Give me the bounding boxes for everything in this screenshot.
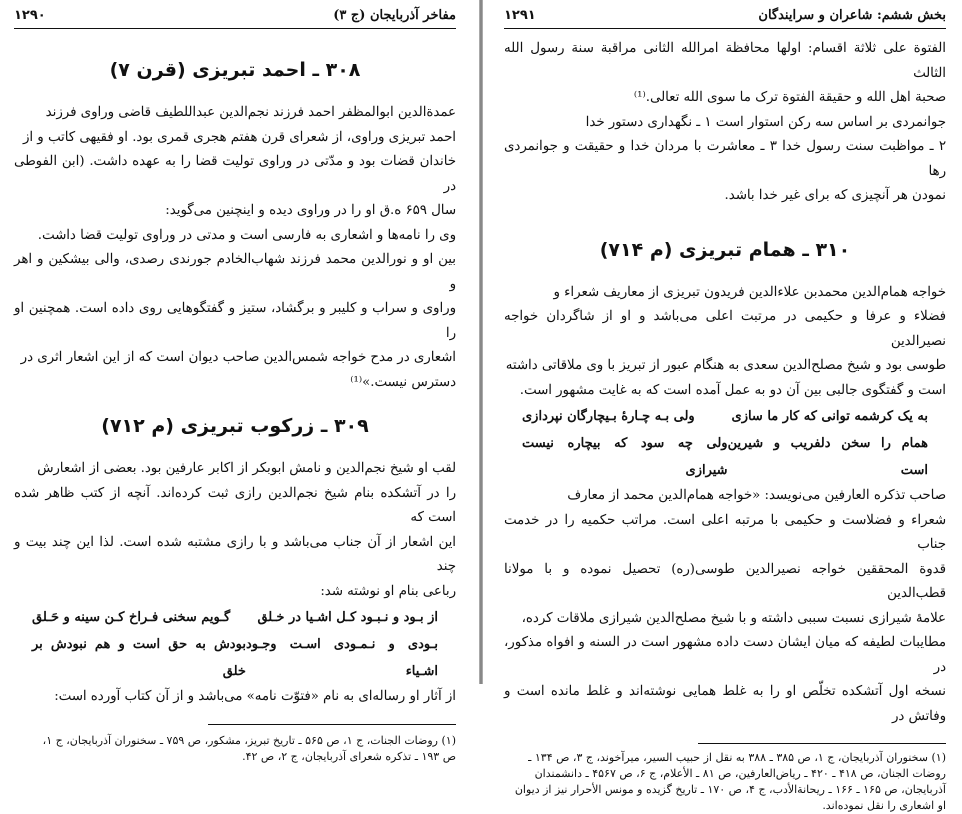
text-line: لقب او شیخ نجم‌الدین و نامش ابوبکر از اکابر عارفین بود. بعضی از اشعارش xyxy=(37,461,456,476)
verse-line xyxy=(504,403,946,430)
hemistich-left: بودش به حق است و هم نبودش بر خلق xyxy=(32,637,246,679)
quote-line: وراوی و سراب و کلیبر و برگشاد، ستیز و گفتگوهایی روی داده است. همچنین او را xyxy=(14,301,456,341)
text-line: سال ۶۵۹ ه.ق او را در وراوی دیده و اینچنین می‌گوید: xyxy=(165,203,456,218)
running-header xyxy=(14,8,456,29)
text-line: صحبة اهل الله و حقیقة الفتوة ترک ما سوی الله تعالی.⁽¹⁾ xyxy=(633,90,946,105)
hemistich-right: همام را سخن دلفریب و شیرین است xyxy=(727,436,928,478)
text-line: از آثار او رساله‌ای به نام «فتوّت نامه» می‌باشد و از آن کتاب آورده است: xyxy=(54,689,456,704)
hemistich-left: گـویم سخنی فـراخ کـن سینه و حَـلق xyxy=(32,610,231,625)
footnote-line: آذربایجان، ص ۱۶۵ ـ ۱۶۶ ـ ریحانة‌الأدب، ج ۴، ص ۱۷۰ ـ تاریخ گزیده و مونس الأحرار نیز از دیوان xyxy=(514,783,946,796)
hemistich-right: از بـود و نـبـود کـل اشـیا در خـلق xyxy=(257,610,438,625)
section-310-body xyxy=(504,281,946,730)
text-line: صاحب تذکره العارفین می‌نویسد: «خواجه همام‌الدین محمد از معارف xyxy=(567,488,946,503)
intro-text xyxy=(504,37,946,209)
hemistich-left: ولی بـه چـارهٔ بـیچارگان نپردازی xyxy=(522,409,695,424)
footnote-rule xyxy=(208,724,456,725)
quote-line: اشعاری در مدح خواجه شمس‌الدین صاحب دیوان است که از این اشعار اثری در xyxy=(20,350,456,365)
verse-line xyxy=(14,604,456,631)
text-line: خواجه همام‌الدین محمدبن علاء‌الدین فریدون تبریزی از معاریف شعراء و xyxy=(553,284,946,300)
footnote-line: ص ۱۹۳ ـ تذکره شعرای آذربایجان، ج ۲، ص ۴۲. xyxy=(242,749,456,763)
text-line: رباعی بنام او نوشته شد: xyxy=(320,583,456,599)
section-heading-309: ۳۰۹ ـ زرکوب تبریزی (م ۷۱۲) xyxy=(101,415,369,437)
page-number: ۱۲۹۱ xyxy=(504,8,536,23)
footnote-line: (۱) روضات الجنات، ج ۱، ص ۵۶۵ ـ تاریخ تبریز، مشکور، ص ۷۵۹ ـ سخنوران آذربایجان، ج ۱، xyxy=(42,733,456,747)
running-header-title: بخش ششم: شاعران و سرایندگان xyxy=(758,8,946,23)
footnote-line: او اشعاری را نقل نموده‌اند. xyxy=(822,799,946,812)
text-line: احمد تبریزی وراوی، از شعرای قرن هفتم هجری قمری بود. او فقیهی کاتب و از xyxy=(22,129,456,145)
footnote-line: روضات الجنان، ص ۴۱۸ ـ ۴۲۰ ـ ریاض‌العارفین، ص ۸۱ ـ الأعلام، ج ۶، ص ۴۵۶۷ ـ دانشمندان xyxy=(534,767,946,780)
text-line: جوانمردی بر اساس سه رکن استوار است ۱ ـ نگهداری دستور خدا xyxy=(585,114,946,130)
footnotes xyxy=(14,733,456,765)
verse-line xyxy=(14,631,456,685)
section-heading-308: ۳۰۸ ـ احمد تبریزی (قرن ۷) xyxy=(109,59,361,81)
text-line: ۲ ـ مواظبت سنت رسول خدا ۳ ـ معاشرت با مردان خدا و حقیقت و جوانمردی رها xyxy=(504,139,946,179)
text-line: شعراء و فضلاست و حکیمی با مرتبه اعلی است. مراتب حکمیه را در خدمت جناب xyxy=(504,512,946,552)
quote-line: دسترس نیست.»⁽¹⁾ xyxy=(350,374,456,390)
right-page xyxy=(484,0,962,812)
running-header-title: مفاخر آذربایجان (ج ۳) xyxy=(333,8,456,23)
hemistich-right: به یک کرشمه توانی که کار ما سازی xyxy=(731,409,928,424)
text-line: قدوة المحققین خواجه نصیرالدین طوسی(ره) تحصیل نموده و با مولانا قطب‌الدین xyxy=(504,561,946,601)
text-line: است و گفتگوی جالبی بین آن دو به عمل آمده است که به غایت مشهور است. xyxy=(519,382,946,398)
footnote-line: (۱) سخنوران آذربایجان، ج ۱، ص ۳۸۵ ـ ۳۸۸ به نقل از حبیب السیر، میرآخوند، ج ۳، ص ۱۳۴ ـ xyxy=(528,751,946,764)
quotation xyxy=(14,224,456,396)
hemistich-right: بـودی و نـمـودی اسـت وجـود اشـیاء xyxy=(245,637,438,679)
verse-line xyxy=(504,430,946,484)
text-line: عمدةالدین ابوالمظفر احمد فرزند نجم‌الدین عبداللطیف قاضی وراوی فرزند xyxy=(45,105,456,120)
text-line: فضلاء و عرفا و حکیمی در مرتبت اعلی می‌باشد و او از شاگردان خواجه نصیرالدین xyxy=(504,309,946,349)
text-line: مطایبات لطیفه که میان ایشان دست داده مشهور است در السنه و افواه مذکور، در xyxy=(504,635,946,675)
section-heading-310: ۳۱۰ ـ همام تبریزی (م ۷۱۴) xyxy=(599,238,851,261)
quote-line: بین او و نورالدین محمد فرزند شهاب‌الخادم جورندی رصدی، والی بیشکین و اهر و xyxy=(14,252,456,292)
book-gutter xyxy=(479,0,483,684)
section-309-body xyxy=(14,457,456,710)
quote-line: وی را نامه‌ها و اشعاری به فارسی است و مدتی در وراوی تولیت قضا داشت. xyxy=(37,227,456,243)
footnotes xyxy=(504,750,946,814)
section-308-body xyxy=(14,101,456,395)
footnote-rule xyxy=(698,743,946,744)
text-line: را در آتشکده بنام شیخ نجم‌الدین رازی ثبت کرده‌اند. آنچه از کتب ظاهر شده است که xyxy=(14,485,456,525)
text-line: الفتوة علی ثلاثة اقسام: اولها محافظة امرالله الثانی مراقبة سنة رسول الله الثالث xyxy=(504,41,946,81)
text-line: خاندان قضات بود و مدّتی در وراوی تولیت قضا را به عهده داشت. (ابن الفوطی در xyxy=(14,154,456,194)
text-line: این اشعار از آن جناب می‌باشد و با رازی مشتبه شده است. لذا این چند بیت و چند xyxy=(14,534,456,574)
text-line: نمودن هر آنچیزی که برای غیر خدا باشد. xyxy=(724,188,946,203)
left-page xyxy=(0,0,478,763)
running-header xyxy=(504,8,946,29)
text-line: علامهٔ شیرازی نسبت سببی داشته و با شیخ مصلح‌الدین شیرازی ملاقات کرده، xyxy=(521,610,946,626)
hemistich-left: ولی چه سود که بیچاره نیست شیرازی xyxy=(522,436,728,478)
text-line: طوسی بود و شیخ مصلح‌الدین سعدی به هنگام عبور از تبریز با وی ملاقاتی داشته xyxy=(505,358,946,373)
text-line: نسخه اول آتشکده تخلّص او را به غلط همایی نوشته‌اند و غلط مانده است و وفاتش در xyxy=(504,684,946,724)
page-number: ۱۲۹۰ xyxy=(14,8,46,23)
